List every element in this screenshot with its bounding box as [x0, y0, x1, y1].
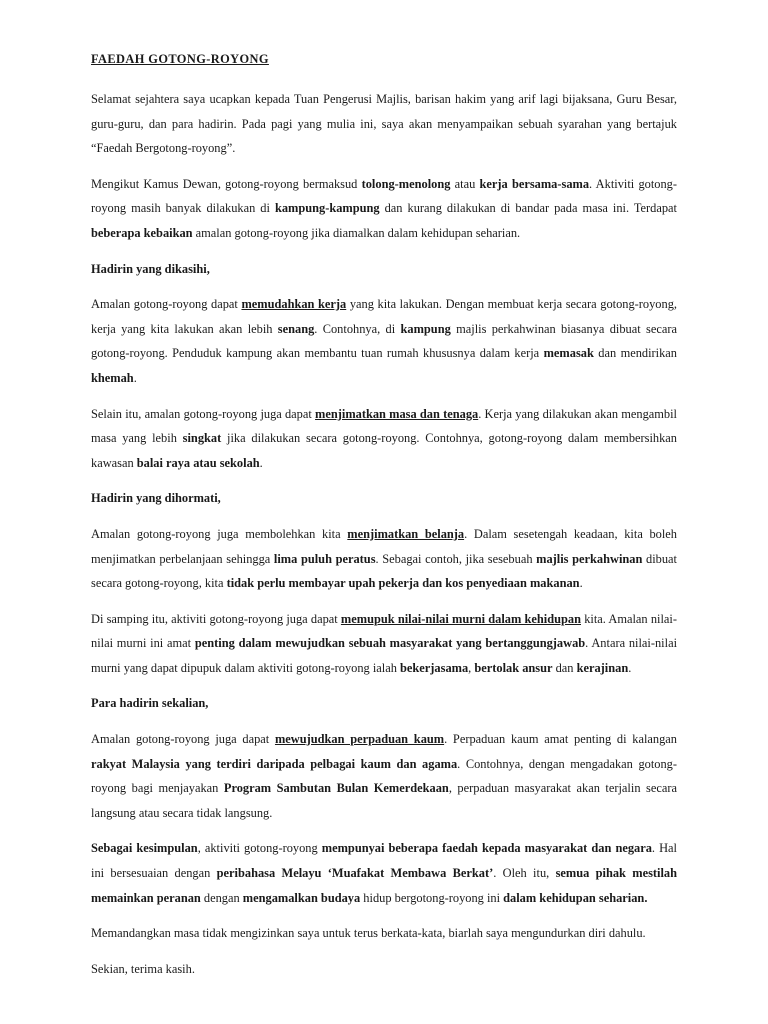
text-run: Amalan gotong-royong juga membolehkan kita	[91, 526, 348, 541]
bold-term: bertolak ansur	[474, 660, 553, 675]
text-run: . Contohnya, dengan mengadakan gotong-royong bagi menjayakan	[91, 756, 677, 796]
text-run: . Hal ini bersesuaian dengan	[91, 841, 677, 881]
text-run: majlis perkahwinan biasanya dibuat secara gotong-royong. Penduduk kampung akan membantu tuan rumah khususnya dalam kerja	[91, 321, 677, 361]
paragraph-closing: Memandangkan masa tidak mengizinkan saya untuk terus berkata-kata, biarlah saya mengundurkan diri dahulu.	[91, 926, 646, 941]
paragraph-opening	[91, 87, 677, 161]
text-run: jika dilakukan secara gotong-royong. Contohnya, gotong-royong dalam membersihkan kawasan	[91, 431, 677, 470]
bold-term: semua pihak mestilah memainkan peranan	[91, 866, 678, 905]
bold-term: balai raya atau sekolah	[136, 455, 260, 470]
underlined-term: menjimatkan belanja	[347, 526, 465, 541]
text-run: hidup bergotong-royong ini	[360, 890, 504, 905]
paragraph-definition	[91, 172, 677, 246]
section-heading: Hadirin yang dihormati,	[91, 491, 221, 506]
text-run: .	[259, 455, 263, 470]
paragraph-point-3	[91, 522, 677, 596]
text-run: . Sebagai contoh, jika sesebuah	[375, 551, 537, 566]
text-run: kita. Amalan nilai-nilai murni ini amat	[91, 611, 677, 651]
bold-term: kerja bersama-sama	[479, 176, 590, 191]
paragraph-point-5	[91, 727, 677, 825]
bold-term: khemah	[91, 370, 134, 385]
bold-term: kampung-kampung	[274, 201, 380, 216]
bold-term: tolong-menolong	[361, 176, 451, 191]
bold-term: lima puluh peratus	[273, 551, 376, 566]
text-run: Di samping itu, aktiviti gotong-royong juga dapat	[91, 611, 341, 626]
text-run: . Aktiviti gotong-royong masih banyak dilakukan di	[91, 176, 677, 216]
bold-term: tidak perlu membayar upah pekerja dan kos penyediaan makanan	[226, 576, 580, 591]
bold-term: mengamalkan budaya	[242, 890, 361, 905]
text-run: . Dalam sesetengah keadaan, kita boleh menjimatkan perbelanjaan sehingga	[91, 526, 678, 566]
document-title: FAEDAH GOTONG-ROYONG	[91, 52, 269, 66]
underlined-term: memupuk nilai-nilai murni dalam kehidupan	[340, 611, 581, 626]
paragraph-point-4	[91, 607, 677, 681]
text-run: , perpaduan masyarakat akan terjalin secara langsung atau secara tidak langsung.	[91, 781, 677, 820]
section-heading: Para hadirin sekalian,	[91, 696, 209, 711]
text-run: . Oleh itu,	[493, 866, 556, 881]
text-run: dibuat secara gotong-royong, kita	[91, 551, 677, 591]
bold-term: rakyat Malaysia yang terdiri daripada pelbagai kaum dan agama	[91, 756, 458, 771]
text-run: . Antara nilai-nilai murni yang dapat dipupuk dalam aktiviti gotong-royong ialah	[91, 636, 678, 675]
bold-term: majlis perkahwinan	[536, 551, 643, 566]
paragraph-point-2	[91, 402, 677, 476]
text-run: Selain itu, amalan gotong-royong juga dapat	[91, 406, 316, 421]
text-run: atau	[450, 176, 480, 191]
text-run: dan kurang dilakukan di bandar pada masa ini. Terdapat	[379, 201, 677, 216]
section-heading: Hadirin yang dikasihi,	[91, 261, 210, 276]
text-run: amalan gotong-royong jika diamalkan dalam kehidupan seharian.	[192, 225, 521, 240]
bold-term: kampung	[400, 321, 451, 336]
text-run: , aktiviti gotong-royong	[197, 841, 322, 856]
bold-term: bekerjasama	[400, 660, 469, 675]
text-run: .	[133, 370, 137, 385]
bold-term: Program Sambutan Bulan Kemerdekaan	[223, 781, 449, 796]
underlined-term: menjimatkan masa dan tenaga	[315, 406, 479, 421]
text-run: dengan	[200, 890, 243, 905]
paragraph-signoff: Sekian, terima kasih.	[91, 961, 195, 976]
text-run: . Kerja yang dilakukan akan mengambil masa yang lebih	[91, 406, 677, 446]
paragraph-point-1	[91, 292, 677, 390]
text-run: Mengikut Kamus Dewan, gotong-royong bermaksud	[91, 176, 362, 191]
bold-term: singkat	[182, 431, 222, 446]
bold-term: penting dalam mewujudkan sebuah masyarakat yang bertanggungjawab	[194, 636, 586, 651]
text-run: .	[628, 660, 632, 675]
bold-term: kerajinan	[576, 660, 629, 675]
bold-term: peribahasa Melayu ‘Muafakat Membawa Berkat’	[216, 866, 494, 881]
text-run: ,	[468, 660, 475, 675]
text-run: .	[579, 576, 583, 591]
text-run: dan	[552, 660, 577, 675]
bold-term: beberapa kebaikan	[91, 225, 193, 240]
underlined-term: mewujudkan perpaduan kaum	[274, 732, 445, 747]
text-run: Amalan gotong-royong dapat	[91, 297, 242, 312]
bold-term: senang	[277, 321, 315, 336]
text-run: . Perpaduan kaum amat penting di kalangan	[444, 732, 677, 747]
paragraph-text: Selamat sejahtera saya ucapkan kepada Tuan Pengerusi Majlis, barisan hakim yang arif lagi bijaksana, Guru Besar, guru-guru, dan para hadirin. Pada pagi yang mulia ini, saya akan menyampaikan sebuah syarahan yang bertajuk “Faedah Bergotong-royong”.	[91, 92, 677, 156]
text-run: . Contohnya, di	[314, 321, 401, 336]
text-run: dan mendirikan	[593, 346, 678, 361]
underlined-term: memudahkan kerja	[241, 297, 347, 312]
bold-term: dalam kehidupan seharian.	[503, 890, 648, 905]
bold-term: memasak	[543, 346, 594, 361]
bold-term: mempunyai beberapa faedah kepada masyarakat dan negara	[321, 841, 652, 856]
bold-term: Sebagai kesimpulan	[91, 841, 198, 856]
text-run: Amalan gotong-royong juga dapat	[91, 732, 275, 747]
paragraph-conclusion	[91, 836, 677, 910]
text-run: yang kita lakukan. Dengan membuat kerja secara gotong-royong, kerja yang kita lakukan akan lebih	[91, 297, 677, 336]
